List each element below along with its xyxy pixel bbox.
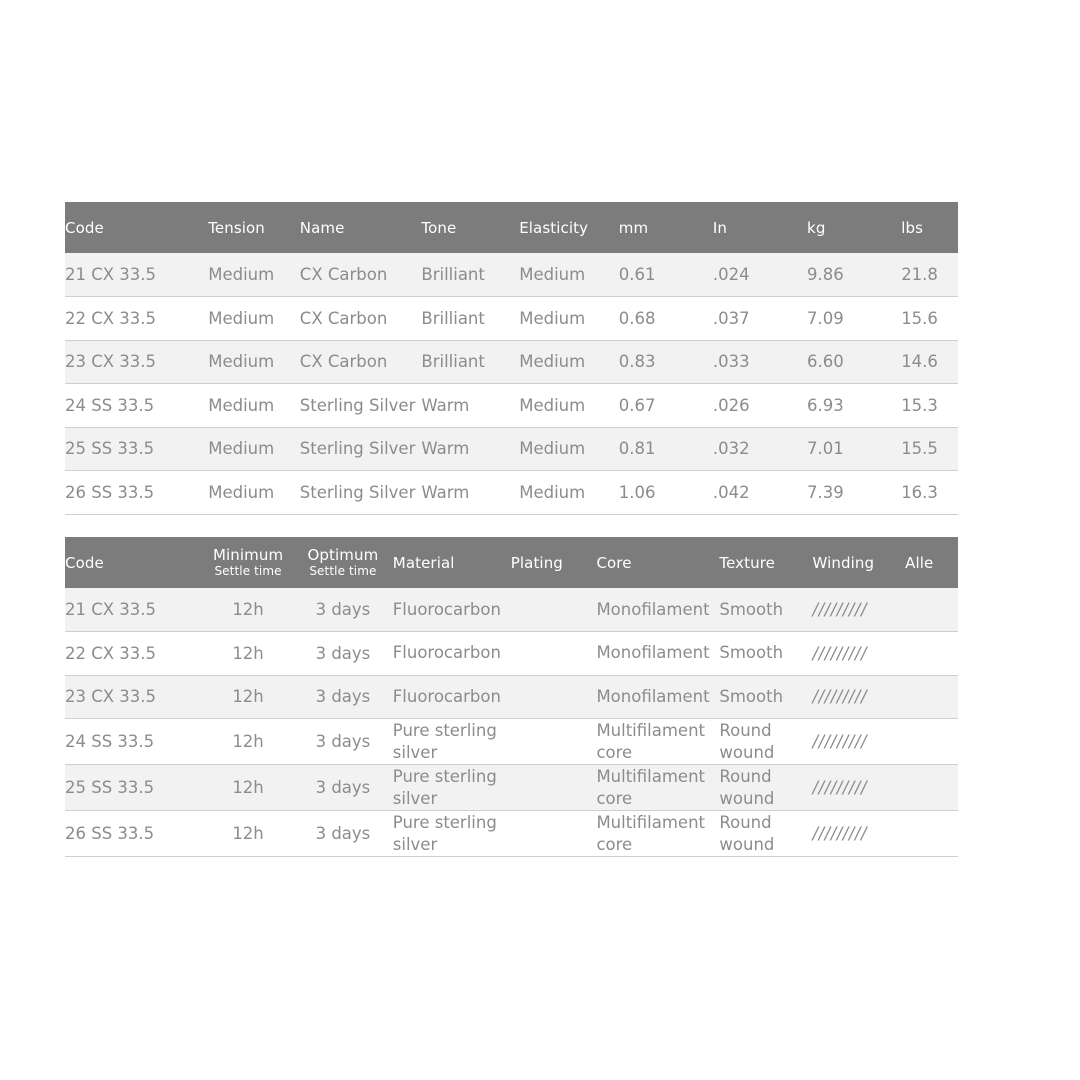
col-header-tone: Tone	[421, 218, 457, 237]
cell-elasticity: Medium	[519, 384, 619, 428]
optimum-label: Optimum	[307, 545, 379, 564]
col-header-name: Name	[299, 218, 345, 237]
cell-winding: /////////	[813, 588, 906, 632]
cell-elasticity: Medium	[519, 427, 619, 471]
cell-code: 25 SS 33.5	[65, 427, 208, 471]
cell-minimum-settle: 12h	[203, 811, 297, 857]
cell-lbs: 16.3	[901, 471, 958, 515]
cell-tension: Medium	[208, 340, 300, 384]
cell-code: 22 CX 33.5	[65, 297, 208, 341]
cell-core: Multifilament core	[596, 811, 719, 857]
table-row	[65, 632, 958, 676]
cell-material: Fluorocarbon	[393, 675, 511, 719]
col-header-minimum-settle	[203, 537, 297, 588]
col-header-tension: Tension	[208, 218, 265, 237]
cell-optimum-settle: 3 days	[297, 588, 393, 632]
cell-tension: Medium	[208, 427, 300, 471]
col-header-code: Code	[65, 553, 104, 572]
cell-code: 25 SS 33.5	[65, 765, 203, 811]
cell-mm: 0.61	[619, 253, 713, 297]
cell-tone: Brilliant	[421, 253, 519, 297]
cell-optimum-settle: 3 days	[297, 632, 393, 676]
cell-tension: Medium	[208, 253, 300, 297]
col-header-code: Code	[65, 218, 104, 237]
table-row	[65, 811, 958, 857]
cell-code: 21 CX 33.5	[65, 253, 208, 297]
cell-elasticity: Medium	[519, 297, 619, 341]
cell-code: 26 SS 33.5	[65, 471, 208, 515]
settle-time-label: Settle time	[309, 563, 377, 578]
cell-material: Fluorocarbon	[393, 632, 511, 676]
cell-winding: /////////	[813, 632, 906, 676]
cell-core: Multifilament core	[596, 765, 719, 811]
cell-code: 23 CX 33.5	[65, 675, 203, 719]
cell-kg: 7.01	[807, 427, 901, 471]
cell-minimum-settle: 12h	[203, 632, 297, 676]
col-header-plating: Plating	[510, 553, 563, 572]
cell-name: CX Carbon	[300, 253, 422, 297]
cell-plating	[511, 632, 597, 676]
cell-texture: Round wound	[719, 811, 812, 857]
table-row	[65, 297, 958, 341]
cell-texture: Round wound	[719, 719, 812, 765]
cell-code: 24 SS 33.5	[65, 384, 208, 428]
cell-mm: 0.68	[619, 297, 713, 341]
col-header-core: Core	[596, 553, 632, 572]
table-row	[65, 253, 958, 297]
cell-name: Sterling Silver	[300, 384, 422, 428]
cell-in: .024	[713, 253, 807, 297]
cell-minimum-settle: 12h	[203, 675, 297, 719]
settle-time-label: Settle time	[214, 563, 282, 578]
cell-allergen	[905, 719, 958, 765]
cell-optimum-settle: 3 days	[297, 765, 393, 811]
cell-code: 24 SS 33.5	[65, 719, 203, 765]
cell-winding: /////////	[813, 765, 906, 811]
cell-kg: 9.86	[807, 253, 901, 297]
cell-in: .032	[713, 427, 807, 471]
table-row	[65, 471, 958, 515]
cell-texture: Round wound	[719, 765, 812, 811]
cell-plating	[511, 719, 597, 765]
cell-minimum-settle: 12h	[203, 719, 297, 765]
cell-elasticity: Medium	[519, 471, 619, 515]
table-row	[65, 719, 958, 765]
cell-allergen	[905, 811, 958, 857]
cell-in: .033	[713, 340, 807, 384]
cell-material: Pure sterling silver	[393, 811, 511, 857]
cell-allergen	[905, 765, 958, 811]
materials-table	[65, 537, 958, 857]
cell-core: Monofilament	[596, 632, 719, 676]
cell-minimum-settle: 12h	[203, 765, 297, 811]
col-header-material: Material	[392, 553, 455, 572]
materials-table-viewport	[65, 537, 986, 858]
cell-allergen	[905, 588, 958, 632]
cell-texture: Smooth	[719, 632, 812, 676]
table-row	[65, 384, 958, 428]
cell-tension: Medium	[208, 471, 300, 515]
cell-tone: Warm	[421, 427, 519, 471]
table-row	[65, 340, 958, 384]
cell-lbs: 15.6	[901, 297, 958, 341]
table-row	[65, 765, 958, 811]
col-header-kg: kg	[807, 218, 826, 237]
cell-material: Fluorocarbon	[393, 588, 511, 632]
cell-allergen	[905, 632, 958, 676]
col-header-allergen: Alle	[905, 553, 934, 572]
cell-tension: Medium	[208, 297, 300, 341]
specs-header-row	[65, 202, 958, 253]
cell-optimum-settle: 3 days	[297, 719, 393, 765]
col-header-optimum-settle	[297, 537, 393, 588]
cell-name: Sterling Silver	[300, 427, 422, 471]
minimum-label: Minimum	[212, 545, 284, 564]
cell-allergen	[905, 675, 958, 719]
col-header-lbs: lbs	[901, 218, 923, 237]
specs-table	[65, 202, 958, 515]
cell-core: Monofilament	[596, 588, 719, 632]
cell-lbs: 15.5	[901, 427, 958, 471]
col-header-in: In	[712, 218, 728, 237]
table-row	[65, 588, 958, 632]
specs-table-viewport	[65, 202, 986, 515]
materials-header-row	[65, 537, 958, 588]
cell-lbs: 14.6	[901, 340, 958, 384]
col-header-texture: Texture	[719, 553, 776, 572]
cell-in: .026	[713, 384, 807, 428]
cell-kg: 6.93	[807, 384, 901, 428]
cell-tension: Medium	[208, 384, 300, 428]
cell-code: 26 SS 33.5	[65, 811, 203, 857]
cell-material: Pure sterling silver	[393, 719, 511, 765]
cell-code: 22 CX 33.5	[65, 632, 203, 676]
cell-tone: Warm	[421, 471, 519, 515]
col-header-mm: mm	[618, 218, 649, 237]
cell-elasticity: Medium	[519, 253, 619, 297]
cell-lbs: 21.8	[901, 253, 958, 297]
cell-kg: 6.60	[807, 340, 901, 384]
cell-name: CX Carbon	[300, 340, 422, 384]
cell-plating	[511, 811, 597, 857]
cell-name: CX Carbon	[300, 297, 422, 341]
cell-winding: /////////	[813, 719, 906, 765]
cell-winding: /////////	[813, 675, 906, 719]
cell-mm: 0.83	[619, 340, 713, 384]
col-header-winding: Winding	[812, 553, 875, 572]
cell-optimum-settle: 3 days	[297, 811, 393, 857]
cell-texture: Smooth	[719, 588, 812, 632]
cell-optimum-settle: 3 days	[297, 675, 393, 719]
cell-mm: 0.81	[619, 427, 713, 471]
cell-mm: 0.67	[619, 384, 713, 428]
cell-in: .042	[713, 471, 807, 515]
cell-tone: Brilliant	[421, 297, 519, 341]
cell-code: 23 CX 33.5	[65, 340, 208, 384]
cell-name: Sterling Silver	[300, 471, 422, 515]
cell-kg: 7.39	[807, 471, 901, 515]
cell-minimum-settle: 12h	[203, 588, 297, 632]
cell-tone: Warm	[421, 384, 519, 428]
cell-in: .037	[713, 297, 807, 341]
cell-elasticity: Medium	[519, 340, 619, 384]
cell-texture: Smooth	[719, 675, 812, 719]
cell-plating	[511, 675, 597, 719]
cell-mm: 1.06	[619, 471, 713, 515]
cell-core: Monofilament	[596, 675, 719, 719]
table-row	[65, 427, 958, 471]
cell-kg: 7.09	[807, 297, 901, 341]
cell-lbs: 15.3	[901, 384, 958, 428]
cell-plating	[511, 588, 597, 632]
col-header-elasticity: Elasticity	[519, 218, 589, 237]
cell-plating	[511, 765, 597, 811]
cell-tone: Brilliant	[421, 340, 519, 384]
cell-winding: /////////	[813, 811, 906, 857]
cell-material: Pure sterling silver	[393, 765, 511, 811]
table-row	[65, 675, 958, 719]
cell-code: 21 CX 33.5	[65, 588, 203, 632]
cell-core: Multifilament core	[596, 719, 719, 765]
